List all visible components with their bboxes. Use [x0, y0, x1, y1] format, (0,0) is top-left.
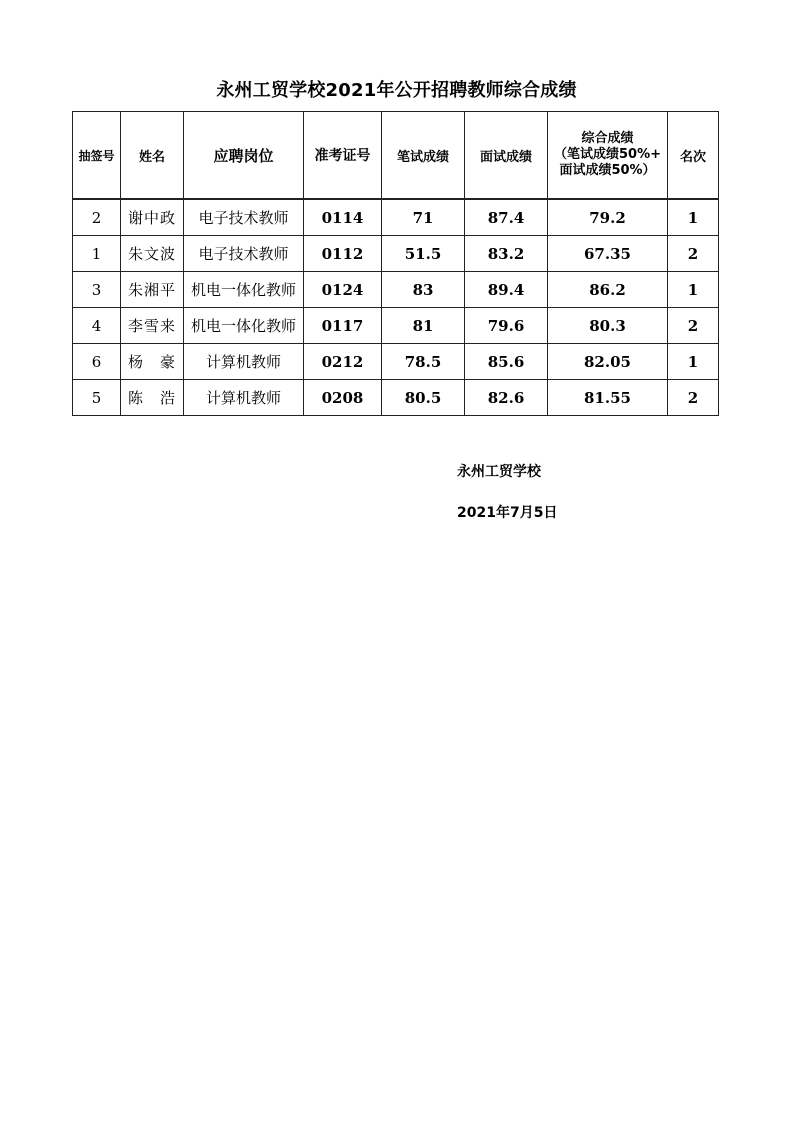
- header-post: 应聘岗位: [184, 112, 304, 200]
- header-exam-id: 准考证号: [304, 112, 382, 200]
- table-row: [73, 308, 719, 344]
- cell-written: 78.5: [382, 344, 465, 380]
- cell-name: 朱文波: [121, 236, 184, 272]
- cell-draw-no: 2: [73, 199, 121, 236]
- cell-written: 80.5: [382, 380, 465, 416]
- cell-exam-id: 0117: [304, 308, 382, 344]
- table-row: [73, 272, 719, 308]
- cell-post: 机电一体化教师: [184, 308, 304, 344]
- header-interview: 面试成绩: [465, 112, 548, 200]
- cell-post: 电子技术教师: [184, 199, 304, 236]
- footer-organization: 永州工贸学校: [457, 464, 541, 480]
- cell-composite: 86.2: [548, 272, 668, 308]
- cell-exam-id: 0124: [304, 272, 382, 308]
- cell-composite: 79.2: [548, 199, 668, 236]
- cell-interview: 82.6: [465, 380, 548, 416]
- cell-written: 71: [382, 199, 465, 236]
- footer-date: 2021年7月5日: [457, 505, 558, 521]
- header-draw-no: 抽签号: [73, 112, 121, 200]
- cell-name: 朱湘平: [121, 272, 184, 308]
- cell-rank: 1: [668, 199, 719, 236]
- cell-written: 51.5: [382, 236, 465, 272]
- cell-draw-no: 3: [73, 272, 121, 308]
- table-row: [73, 344, 719, 380]
- header-name: 姓名: [121, 112, 184, 200]
- document-title: 永州工贸学校2021年公开招聘教师综合成绩: [216, 80, 577, 101]
- cell-draw-no: 4: [73, 308, 121, 344]
- cell-draw-no: 1: [73, 236, 121, 272]
- cell-written: 83: [382, 272, 465, 308]
- cell-draw-no: 5: [73, 380, 121, 416]
- cell-composite: 80.3: [548, 308, 668, 344]
- cell-exam-id: 0112: [304, 236, 382, 272]
- cell-rank: 2: [668, 236, 719, 272]
- cell-composite: 82.05: [548, 344, 668, 380]
- cell-rank: 1: [668, 344, 719, 380]
- header-composite-line1: 综合成绩: [581, 131, 634, 146]
- cell-rank: 2: [668, 380, 719, 416]
- table-header-row: [73, 112, 719, 200]
- header-composite-line3: 面试成绩50%）: [559, 163, 656, 178]
- cell-post: 机电一体化教师: [184, 272, 304, 308]
- cell-interview: 87.4: [465, 199, 548, 236]
- cell-name: 杨 豪: [121, 344, 184, 380]
- cell-written: 81: [382, 308, 465, 344]
- cell-name: 陈 浩: [121, 380, 184, 416]
- cell-name: 李雪来: [121, 308, 184, 344]
- header-rank: 名次: [668, 112, 719, 200]
- table-row: [73, 236, 719, 272]
- cell-interview: 89.4: [465, 272, 548, 308]
- header-composite: [548, 112, 668, 200]
- cell-interview: 83.2: [465, 236, 548, 272]
- table-row: [73, 199, 719, 236]
- cell-composite: 67.35: [548, 236, 668, 272]
- cell-interview: 85.6: [465, 344, 548, 380]
- cell-draw-no: 6: [73, 344, 121, 380]
- cell-post: 电子技术教师: [184, 236, 304, 272]
- cell-rank: 1: [668, 272, 719, 308]
- cell-post: 计算机教师: [184, 380, 304, 416]
- cell-exam-id: 0208: [304, 380, 382, 416]
- header-composite-line2: （笔试成绩50%+: [553, 147, 661, 162]
- table-row: [73, 380, 719, 416]
- cell-composite: 81.55: [548, 380, 668, 416]
- scores-table: [72, 111, 719, 416]
- header-written: 笔试成绩: [382, 112, 465, 200]
- cell-name: 谢中政: [121, 199, 184, 236]
- cell-exam-id: 0212: [304, 344, 382, 380]
- cell-post: 计算机教师: [184, 344, 304, 380]
- cell-exam-id: 0114: [304, 199, 382, 236]
- cell-rank: 2: [668, 308, 719, 344]
- cell-interview: 79.6: [465, 308, 548, 344]
